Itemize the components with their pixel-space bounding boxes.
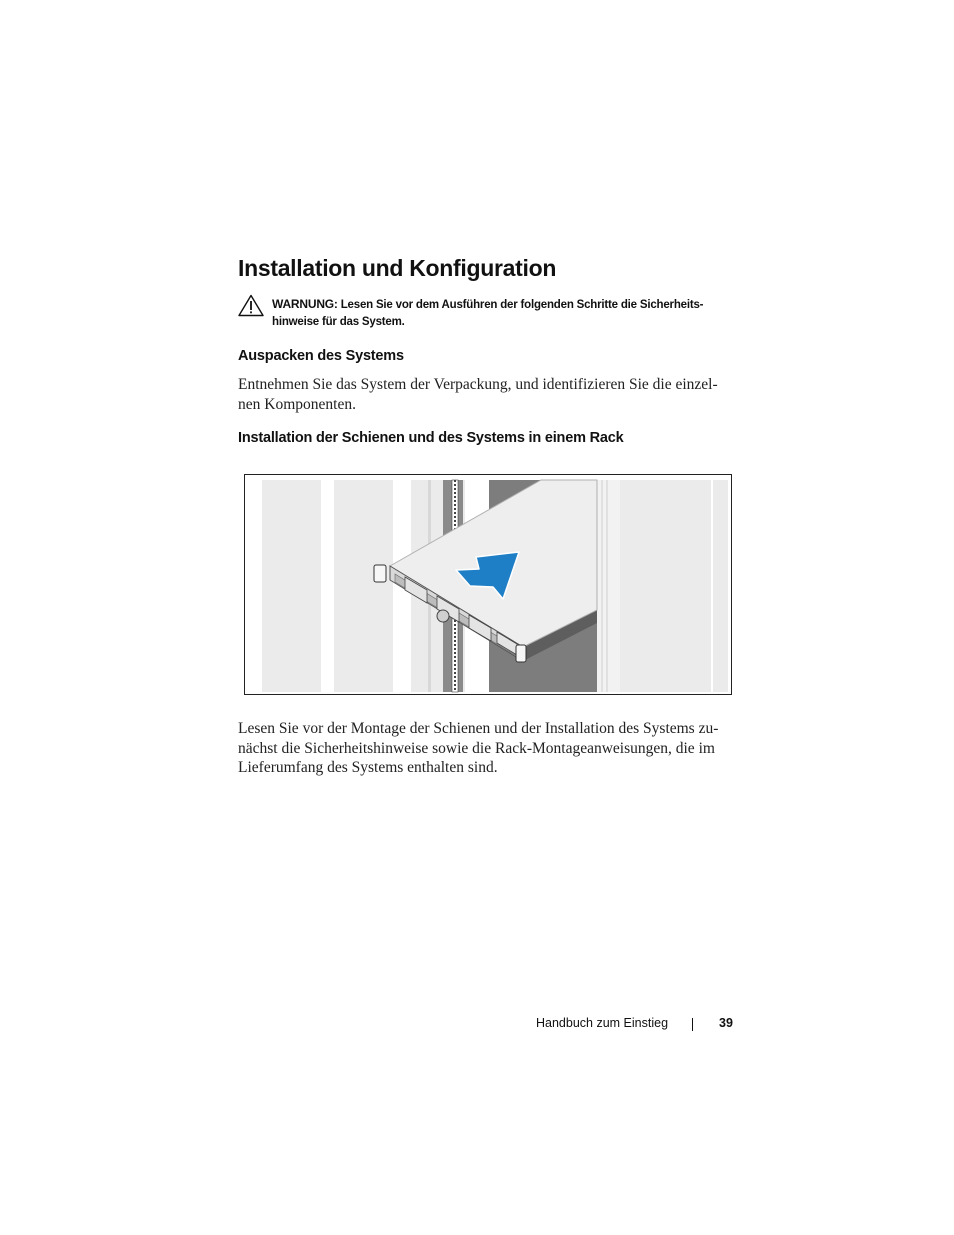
footer-document-title: Handbuch zum Einstieg [536,1016,669,1030]
rack-rail-right [597,480,620,692]
warning-line-1 [272,296,742,314]
section-title-unpack: Auspacken des Systems [238,348,404,364]
rack-ear-right [516,645,526,662]
rack-installation-illustration [244,474,732,695]
rack-post-right-inner [620,480,711,692]
rack-line-1: Lesen Sie vor der Montage der Schienen und der Installation des Systems zu- [238,720,719,737]
footer-page-number: 39 [719,1016,733,1030]
rack-ear-left [374,565,386,582]
page-title: Installation und Konfiguration [238,255,557,281]
rack-post-right-outer [713,480,728,692]
unpack-paragraph [238,375,738,414]
footer-separator [692,1018,693,1031]
rack-post-left-outer [262,480,321,692]
rack-line-3: Lieferumfang des Systems enthalten sind. [238,759,498,776]
warning-line-2: hinweise für das System. [272,316,405,328]
warning-label: WARNUNG: [272,297,338,311]
section-title-rack: Installation der Schienen und des Systems in einem Rack [238,430,624,446]
warning-icon [238,294,264,317]
warning-note [272,296,742,331]
rack-line-2: nächst die Sicherheitshinweise sowie die Rack-Montageanweisungen, die im [238,739,715,757]
rack-post-left-inner [334,480,393,692]
power-button [437,610,449,622]
warning-text-1: Lesen Sie vor dem Ausführen der folgenden Schritte die Sicherheits- [337,299,704,311]
rack-paragraph [238,719,738,778]
unpack-line-1: Entnehmen Sie das System der Verpackung, und identifizieren Sie die einzel- [238,376,718,393]
rack-illustration-svg [245,475,731,694]
unpack-line-2: nen Komponenten. [238,395,356,413]
